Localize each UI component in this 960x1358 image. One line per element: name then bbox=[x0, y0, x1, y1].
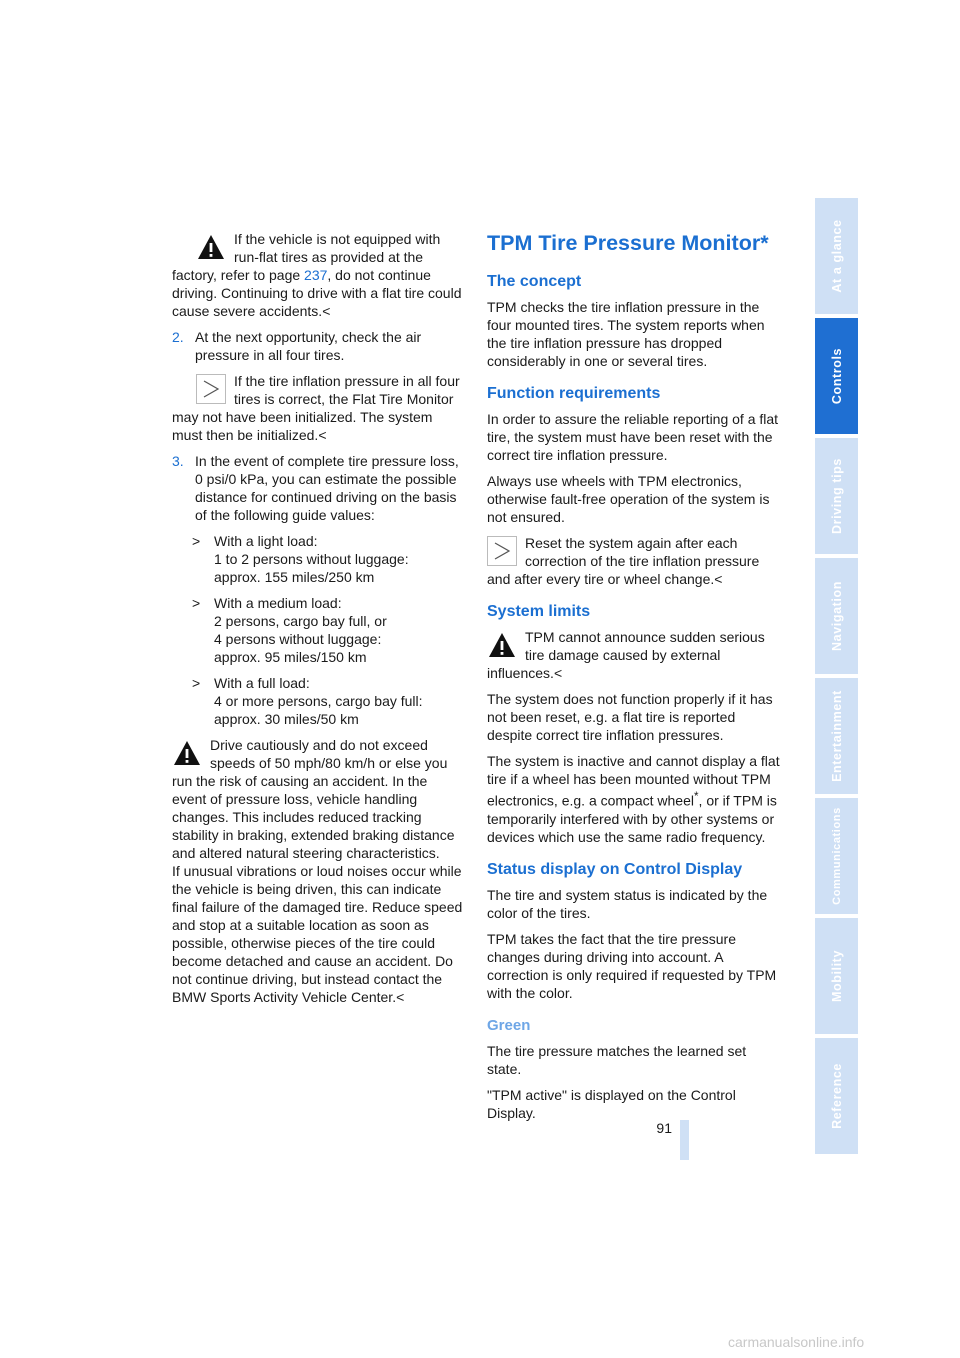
heading-concept: The concept bbox=[487, 273, 582, 290]
status-text-2: TPM takes the fact that the tire pressure changes during driving into account. A correction is only required if requested by TPM with the color. bbox=[487, 930, 777, 1001]
runflat-warning bbox=[172, 230, 464, 320]
watermark: carmanualsonline.info bbox=[728, 1334, 865, 1350]
note-arrow-icon bbox=[196, 374, 226, 404]
end-mark: < bbox=[396, 989, 405, 1005]
right-column bbox=[487, 230, 780, 1130]
limits-text: , or if TPM is temporarily interfered with by other systems or devices which use the same radio frequency. bbox=[487, 792, 777, 845]
heading-function-requirements: Function requirements bbox=[487, 385, 661, 402]
bullet-marker: > bbox=[192, 675, 201, 691]
status-text-1: The tire and system status is indicated by the color of the tires. bbox=[487, 886, 768, 921]
bullet-line: 4 or more persons, cargo bay full: bbox=[214, 693, 423, 709]
bullet-light-load bbox=[192, 532, 464, 586]
tab-navigation[interactable] bbox=[815, 558, 858, 676]
end-mark: < bbox=[553, 665, 563, 681]
tab-label: Navigation bbox=[829, 581, 844, 651]
page-marker-bar bbox=[680, 1120, 689, 1160]
limits-text: The system is inactive and cannot display a flat tire if a wheel has been mounted without TPM electronics, e.g. a compact wheel bbox=[487, 753, 780, 809]
tab-label: Controls bbox=[829, 347, 844, 405]
step-number: 3. bbox=[172, 453, 184, 469]
bullet-full-load bbox=[192, 674, 464, 728]
warning-icon bbox=[487, 630, 517, 660]
bullet-marker: > bbox=[192, 595, 201, 611]
bullet-line: approx. 155 miles/250 km bbox=[214, 569, 375, 585]
tab-label: Reference bbox=[829, 1063, 844, 1129]
tab-label: Mobility bbox=[829, 949, 844, 1003]
bullet-line: approx. 30 miles/50 km bbox=[214, 711, 359, 727]
bullet-line: 2 persons, cargo bay full, or bbox=[214, 613, 387, 629]
tab-label: Driving tips bbox=[829, 458, 844, 534]
warning-icon bbox=[172, 738, 202, 768]
bullet-line: 4 persons without luggage: bbox=[214, 631, 382, 647]
warning-text: Drive cautiously and do not exceed speeds of 50 mph/80 km/h or else you run the risk of causing an accident. In the event of pressure loss, vehicle handling changes. This includes reduced tracking stability in braking, extended braking distance and altered natural steering characteristics. bbox=[172, 737, 455, 861]
tab-at-a-glance[interactable] bbox=[815, 198, 858, 316]
bullet-marker: > bbox=[192, 533, 201, 549]
limits-text-1: The system does not function properly if it has not been reset, e.g. a flat tire is reported despite correct tire inflation pressures. bbox=[487, 691, 773, 743]
optional-equipment-star: * bbox=[694, 790, 699, 803]
bullet-line: With a light load: bbox=[214, 533, 318, 549]
step-3 bbox=[172, 452, 464, 524]
tab-entertainment[interactable] bbox=[815, 678, 858, 796]
end-mark: < bbox=[322, 303, 331, 319]
page-number: 91 bbox=[656, 1120, 672, 1136]
chapter-tabs bbox=[815, 198, 858, 1160]
end-mark: < bbox=[318, 427, 327, 443]
note-text: Reset the system again after each correction of the tire inflation pressure and after every tire or wheel change. bbox=[487, 535, 760, 587]
step-2 bbox=[172, 328, 464, 364]
note-text: If the tire inflation pressure in all four tires is correct, the Flat Tire Monitor may not have been initialized. The system must then be initialized. bbox=[172, 373, 460, 443]
end-mark: < bbox=[714, 571, 723, 587]
note-arrow-icon bbox=[487, 536, 517, 566]
warning-text: If unusual vibrations or loud noises occur while the vehicle is being driven, this can indicate final failure of the damaged tire. Reduce speed and stop at a suitable location as soon as possible, otherwise pieces of the tire could become detached and cause an accident. Do not continue driving, but instead contact the BMW Sports Activity Vehicle Center. bbox=[172, 863, 463, 1005]
limits-text-2 bbox=[487, 752, 780, 846]
left-column bbox=[172, 230, 464, 1014]
tab-driving-tips[interactable] bbox=[815, 438, 858, 556]
heading-status-display: Status display on Control Display bbox=[487, 860, 743, 878]
tab-label: Entertainment bbox=[829, 690, 844, 782]
green-text-1: The tire pressure matches the learned set state. bbox=[487, 1042, 747, 1077]
heading-green: Green bbox=[487, 1016, 531, 1034]
init-note bbox=[172, 372, 464, 444]
function-text-1: In order to assure the reliable reporting of a flat tire, the system must have been reset with the correct tire inflation pressure. bbox=[487, 411, 779, 463]
tab-reference[interactable] bbox=[815, 1038, 858, 1156]
reset-note bbox=[487, 534, 780, 588]
warning-text: If the vehicle is not equipped with run-flat tires as provided at the factory, refer to page bbox=[172, 231, 441, 283]
tab-mobility[interactable] bbox=[815, 918, 858, 1036]
bullet-line: approx. 95 miles/150 km bbox=[214, 649, 367, 665]
tab-label: At a glance bbox=[829, 219, 844, 293]
warning-continued bbox=[172, 862, 464, 1006]
heading-system-limits: System limits bbox=[487, 603, 591, 620]
bullet-line: With a full load: bbox=[214, 675, 310, 691]
function-text-2: Always use wheels with TPM electronics, otherwise fault-free operation of the system is not ensured. bbox=[487, 473, 770, 525]
green-text-2: "TPM active" is displayed on the Control Display. bbox=[487, 1086, 736, 1121]
tab-label: Communications bbox=[830, 807, 843, 905]
warning-text: , do not continue driving. Continuing to drive with a flat tire could cause severe accidents. bbox=[172, 267, 462, 319]
concept-text: TPM checks the tire inflation pressure in the four mounted tires. The system reports when the tire inflation pressure has dropped considerably in one or several tires. bbox=[487, 299, 765, 369]
limits-warning bbox=[487, 628, 780, 682]
step-text: At the next opportunity, check the air pressure in all four tires. bbox=[195, 329, 422, 363]
section-title: TPM Tire Pressure Monitor* bbox=[487, 231, 769, 255]
tab-controls[interactable] bbox=[815, 318, 858, 436]
bullet-medium-load bbox=[192, 594, 464, 666]
warning-text: TPM cannot announce sudden serious tire damage caused by external influences. bbox=[487, 629, 765, 681]
page-link[interactable]: 237 bbox=[304, 267, 328, 283]
bullet-line: With a medium load: bbox=[214, 595, 342, 611]
step-number: 2. bbox=[172, 329, 184, 345]
step-text: In the event of complete tire pressure loss, 0 psi/0 kPa, you can estimate the possible distance for continued driving on the basis of the following guide values: bbox=[195, 453, 459, 523]
warning-icon bbox=[196, 232, 226, 262]
tab-communications[interactable] bbox=[815, 798, 858, 916]
drive-cautiously-warning bbox=[172, 736, 464, 862]
bullet-line: 1 to 2 persons without luggage: bbox=[214, 551, 409, 567]
